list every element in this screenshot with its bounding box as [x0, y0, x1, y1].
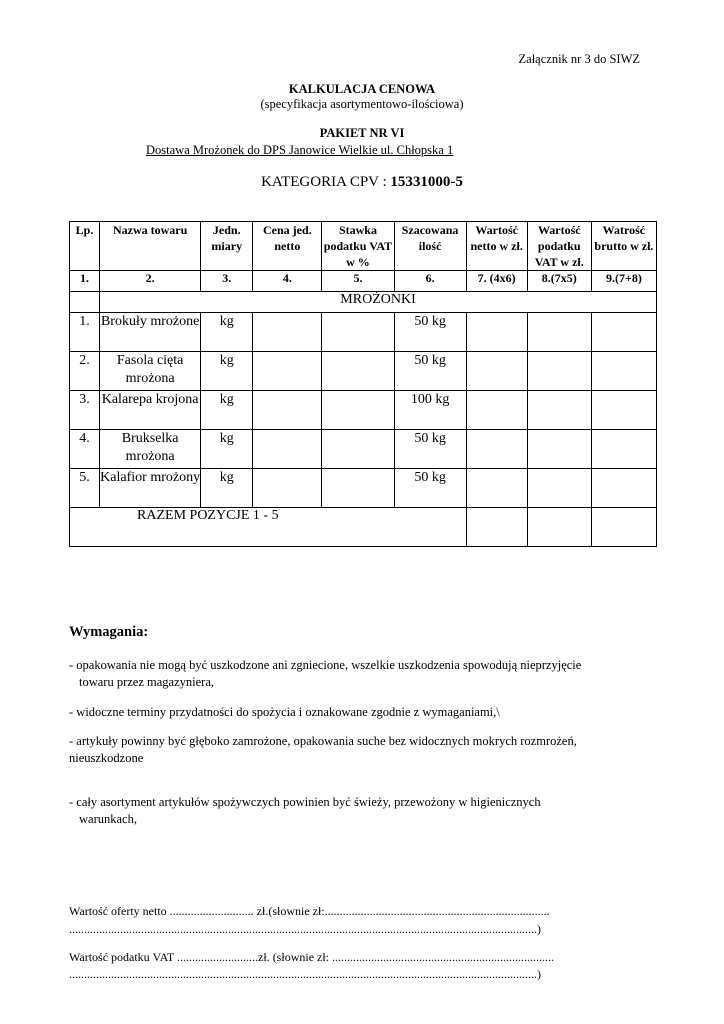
row-name: Kalafior mrożony — [100, 469, 201, 508]
requirement-text-cont: towaru przez magazyniera, — [79, 675, 214, 689]
row-gross-value-cell[interactable] — [591, 313, 656, 352]
row-price-cell[interactable] — [253, 391, 322, 430]
document-subtitle: (specyfikacja asortymentowo-ilościowa) — [260, 97, 464, 111]
row-name: Kalarepa krojona — [100, 391, 201, 430]
row-qty: 50 kg — [394, 313, 466, 352]
row-unit: kg — [201, 313, 253, 352]
requirement-item — [69, 733, 655, 767]
row-gross-value-cell[interactable] — [591, 469, 656, 508]
row-net-value-cell[interactable] — [466, 469, 527, 508]
col-number: 3. — [201, 271, 253, 292]
total-row — [70, 508, 657, 547]
row-net-value-cell[interactable] — [466, 391, 527, 430]
row-qty: 50 kg — [394, 430, 466, 469]
row-gross-value-cell[interactable] — [591, 352, 656, 391]
total-label: RAZEM POZYCJE 1 - 5 — [70, 508, 467, 547]
row-net-value-cell[interactable] — [466, 352, 527, 391]
table-row — [70, 430, 657, 469]
col-number: 9.(7+8) — [591, 271, 656, 292]
row-lp: 1. — [70, 313, 100, 352]
section-spacer — [70, 292, 100, 313]
col-number: 2. — [100, 271, 201, 292]
row-name: Brukselka mrożona — [100, 430, 201, 469]
cpv-label: KATEGORIA CPV : — [261, 174, 391, 190]
cpv-category — [0, 174, 724, 191]
col-header: Jedn. miary — [201, 222, 253, 271]
row-price-cell[interactable] — [253, 469, 322, 508]
row-lp: 2. — [70, 352, 100, 391]
package-number: PAKIET NR VI — [319, 126, 405, 140]
row-vat-rate-cell[interactable] — [322, 313, 394, 352]
col-header: Szacowana ilość — [394, 222, 466, 271]
row-vat-value-cell[interactable] — [527, 430, 591, 469]
col-header: Lp. — [70, 222, 100, 271]
total-vat-cell[interactable] — [527, 508, 591, 547]
net-value-continuation[interactable]: ............................................................................................................................................................) — [69, 922, 541, 936]
row-vat-rate-cell[interactable] — [322, 352, 394, 391]
requirement-text-cont: warunkach, — [79, 812, 137, 826]
row-qty: 50 kg — [394, 352, 466, 391]
section-title: MROŻONKI — [100, 292, 657, 313]
requirement-item — [69, 657, 655, 691]
row-name: Fasola cięta mrożona — [100, 352, 201, 391]
requirement-item — [69, 794, 655, 828]
row-vat-value-cell[interactable] — [527, 469, 591, 508]
row-net-value-cell[interactable] — [466, 313, 527, 352]
vat-value-line[interactable]: Wartość podatku VAT ...........................zł. (słownie zł: .......................................................................... — [69, 950, 555, 964]
requirement-text: - artykuły powinny być głęboko zamrożone, opakowania suche bez widocznych mokrych rozmrożeń, — [69, 734, 577, 748]
col-number: 1. — [70, 271, 100, 292]
table-row — [70, 469, 657, 508]
col-header: Wartość netto w zł. — [466, 222, 527, 271]
col-header: Cena jed. netto — [253, 222, 322, 271]
row-qty: 50 kg — [394, 469, 466, 508]
col-number: 7. (4x6) — [466, 271, 527, 292]
total-net-cell[interactable] — [466, 508, 527, 547]
row-lp: 4. — [70, 430, 100, 469]
col-number: 4. — [253, 271, 322, 292]
vat-value-continuation[interactable]: ............................................................................................................................................................) — [69, 967, 541, 981]
row-vat-value-cell[interactable] — [527, 313, 591, 352]
attachment-note: Załącznik nr 3 do SIWZ — [518, 52, 640, 66]
row-unit: kg — [201, 430, 253, 469]
requirement-text-cont: nieuszkodzone — [69, 751, 144, 765]
row-net-value-cell[interactable] — [466, 430, 527, 469]
delivery-description: Dostawa Mrożonek do DPS Janowice Wielkie ul. Chłopska 1 — [146, 143, 454, 157]
cpv-code: 15331000-5 — [390, 174, 463, 190]
col-number: 8.(7x5) — [527, 271, 591, 292]
row-price-cell[interactable] — [253, 313, 322, 352]
col-number: 5. — [322, 271, 394, 292]
row-name: Brokuły mrożone — [100, 313, 201, 352]
row-gross-value-cell[interactable] — [591, 430, 656, 469]
col-header: Stawka podatku VAT w % — [323, 223, 393, 269]
total-gross-cell[interactable] — [591, 508, 656, 547]
table-row — [70, 352, 657, 391]
row-vat-rate-cell[interactable] — [322, 469, 394, 508]
row-vat-rate-cell[interactable] — [322, 430, 394, 469]
row-lp: 5. — [70, 469, 100, 508]
requirement-item — [69, 704, 655, 721]
col-header: Nazwa towaru — [100, 222, 201, 271]
table-header-row — [70, 222, 657, 271]
col-header: Watrość brutto w zł. — [591, 222, 656, 271]
table-row — [70, 391, 657, 430]
row-unit: kg — [201, 469, 253, 508]
document-title: KALKULACJA CENOWA — [288, 82, 436, 96]
requirement-text: - cały asortyment artykułów spożywczych powinien być świeży, przewożony w higienicznych — [69, 795, 541, 809]
net-value-line[interactable]: Wartość oferty netto ............................ zł.(słownie zł:........................................................................... — [69, 904, 550, 918]
row-unit: kg — [201, 352, 253, 391]
table-row — [70, 313, 657, 352]
row-vat-value-cell[interactable] — [527, 391, 591, 430]
row-vat-rate-cell[interactable] — [322, 391, 394, 430]
column-number-row — [70, 271, 657, 292]
col-number: 6. — [394, 271, 466, 292]
col-header: Wartość podatku VAT w zł. — [527, 222, 591, 271]
row-qty: 100 kg — [394, 391, 466, 430]
requirement-text: - opakowania nie mogą być uszkodzone ani zgniecione, wszelkie uszkodzenia spowodują nieprzyjęcie — [69, 658, 582, 672]
row-vat-value-cell[interactable] — [527, 352, 591, 391]
section-row — [70, 292, 657, 313]
row-price-cell[interactable] — [253, 352, 322, 391]
price-table — [69, 221, 657, 547]
row-gross-value-cell[interactable] — [591, 391, 656, 430]
row-price-cell[interactable] — [253, 430, 322, 469]
row-lp: 3. — [70, 391, 100, 430]
requirement-text: - widoczne terminy przydatności do spożycia i oznakowane zgodnie z wymaganiami,\ — [69, 705, 500, 719]
row-unit: kg — [201, 391, 253, 430]
requirements-title: Wymagania: — [69, 624, 149, 640]
